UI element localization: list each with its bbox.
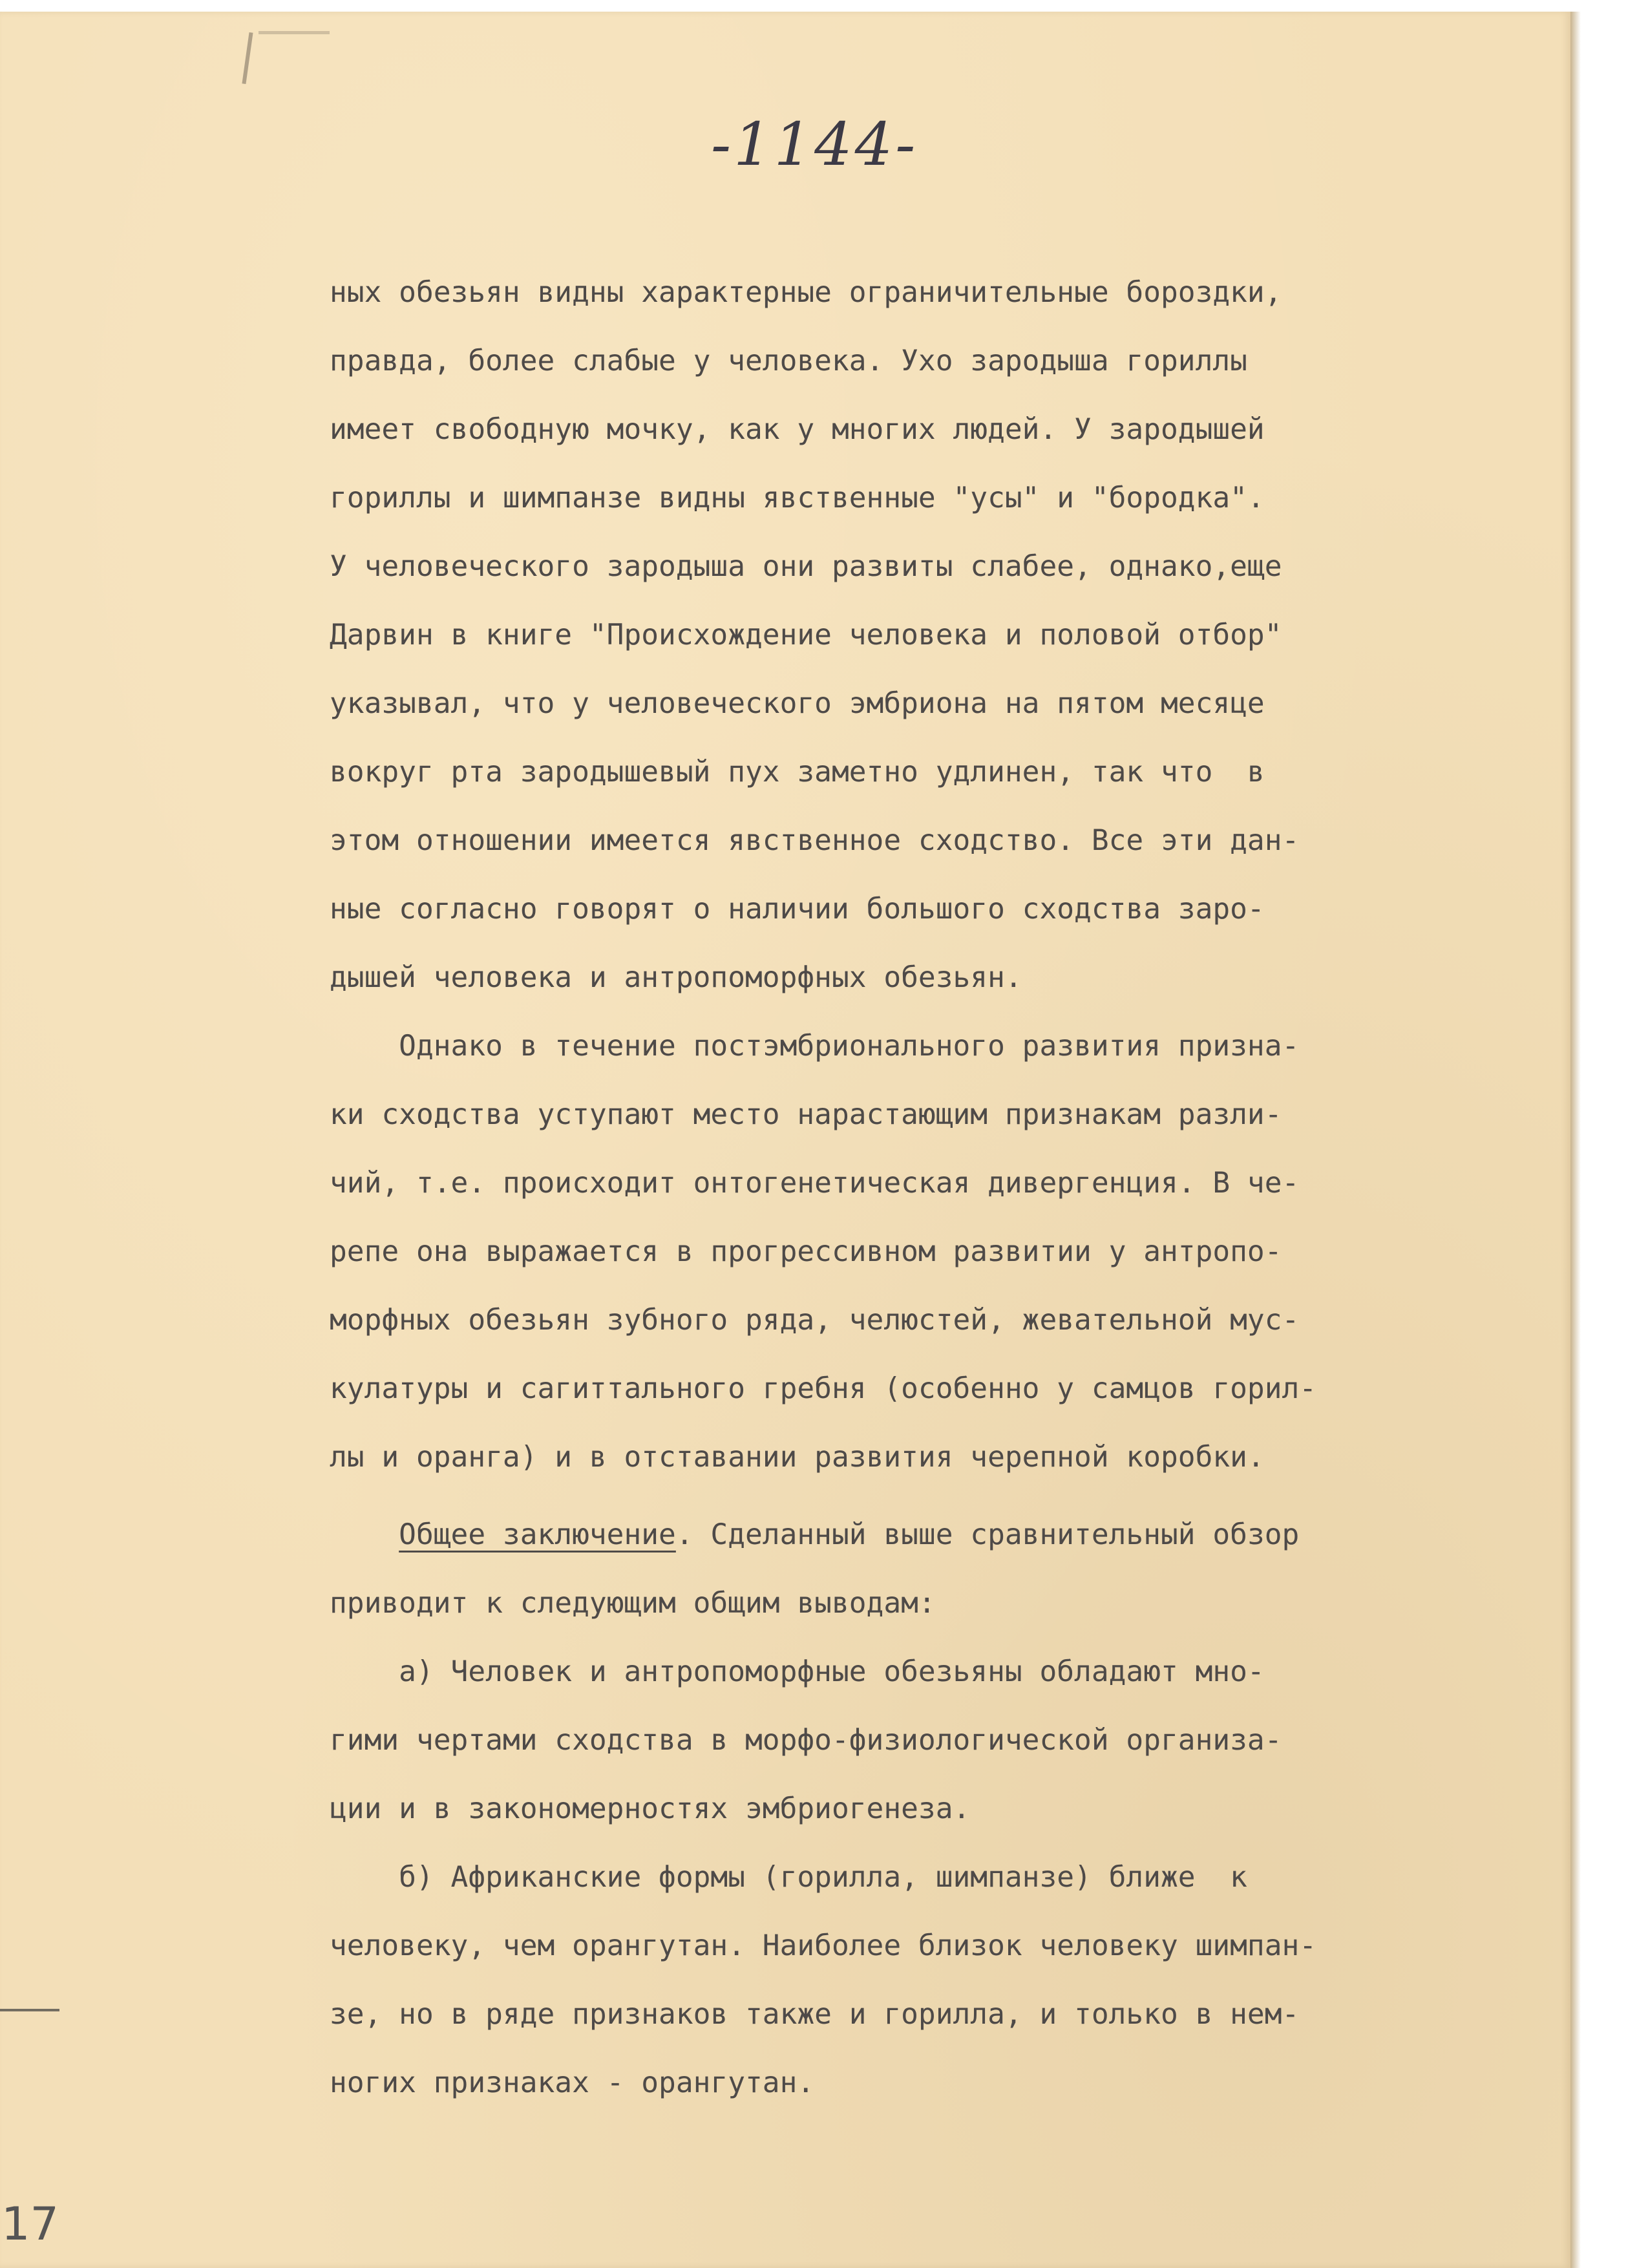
paper-edge-shadow <box>1570 12 1581 2268</box>
paragraph-gap <box>330 1492 1558 1501</box>
text-line: приводит к следующим общим выводам: <box>330 1587 936 1620</box>
text-line: гими чертами сходства в морфо-физиологической организа- <box>330 1724 1282 1757</box>
paragraph-conclusion-a <box>330 1638 1558 1843</box>
text-line: кулатуры и сагиттального гребня (особенно у самцов горил- <box>330 1372 1317 1405</box>
text-line: морфных обезьян зубного ряда, челюстей, жевательной мус- <box>330 1304 1300 1337</box>
text-line: правда, более слабые у человека. Ухо зародыша гориллы <box>330 344 1247 377</box>
text-line: этом отношении имеется явственное сходство. Все эти дан- <box>330 824 1300 857</box>
page-folio-number: -1144- <box>711 110 918 179</box>
document-body <box>330 259 1558 2117</box>
paragraph-conclusion <box>330 1501 1558 1638</box>
text-line: Дарвин в книге "Происхождение человека и половой отбор" <box>330 619 1282 652</box>
text-line: ки сходства уступают место нарастающим признакам разли- <box>330 1098 1282 1131</box>
paragraph-1 <box>330 259 1558 1012</box>
text-line: человеку, чем орангутан. Наиболее близок человеку шимпан- <box>330 1929 1317 1962</box>
text-line: чий, т.е. происходит онтогенетическая дивергенция. В че- <box>330 1167 1300 1200</box>
text-line: гориллы и шимпанзе видны явственные "усы" и "бородка". <box>330 482 1265 514</box>
text-line: Однако в течение постэмбрионального развития призна- <box>330 1030 1300 1063</box>
text-line: ные согласно говорят о наличии большого сходства заро- <box>330 893 1265 926</box>
text-line: имеет свободную мочку, как у многих людей. У зародышей <box>330 413 1265 446</box>
text-line: У человеческого зародыша они развиты слабее, однако,еще <box>330 550 1282 583</box>
text-line: дышей человека и антропоморфных обезьян. <box>330 961 1022 994</box>
text-line: ных обезьян видны характерные ограничительные бороздки, <box>330 276 1282 309</box>
pencil-mark-horizontal <box>259 31 330 34</box>
text-line: репе она выражается в прогрессивном развитии у антропо- <box>330 1235 1282 1268</box>
text-line: указывал, что у человеческого эмбриона на пятом месяце <box>330 687 1265 720</box>
paragraph-2 <box>330 1012 1558 1492</box>
text-line: зе, но в ряде признаков также и горилла, и только в нем- <box>330 1998 1300 2031</box>
paragraph-conclusion-b <box>330 1843 1558 2117</box>
margin-line <box>0 2009 59 2011</box>
text-line: лы и оранга) и в отставании развития черепной коробки. <box>330 1441 1265 1474</box>
text-line: ции и в закономерностях эмбриогенеза. <box>330 1792 971 1825</box>
text-line: а) Человек и антропоморфные обезьяны обладают мно- <box>330 1655 1265 1688</box>
conclusion-heading-line <box>330 1501 1558 1569</box>
text-line: ногих признаках - орангутан. <box>330 2066 815 2099</box>
margin-number: 17 <box>1 2198 59 2251</box>
text-line: вокруг рта зародышевый пух заметно удлинен, так что в <box>330 756 1265 789</box>
section-heading: Общее заключение <box>399 1518 676 1551</box>
heading-continuation: . Сделанный выше сравнительный обзор <box>675 1518 1300 1551</box>
text-line: б) Африканские формы (горилла, шимпанзе) ближе к <box>330 1861 1247 1894</box>
